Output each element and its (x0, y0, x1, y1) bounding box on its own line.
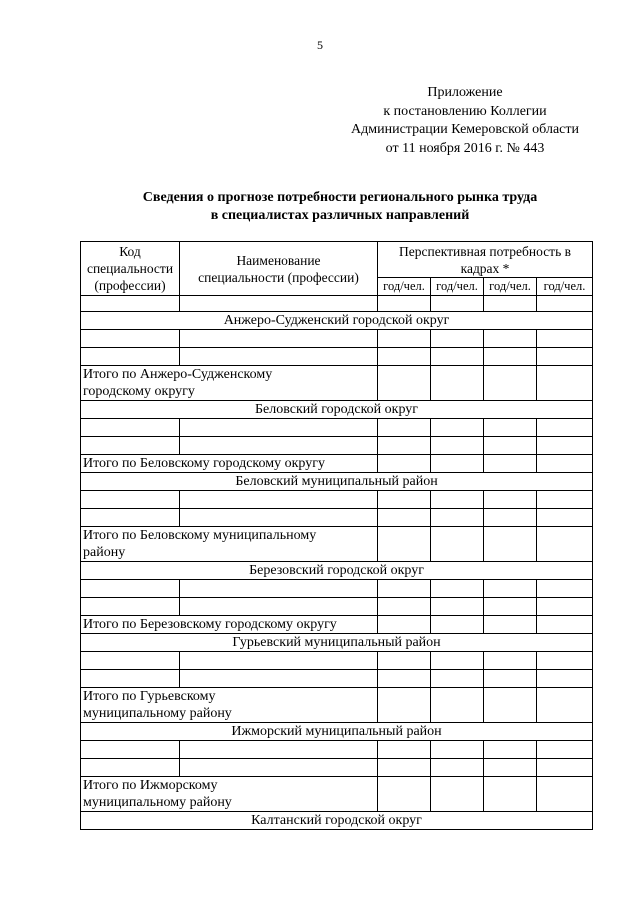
appendix-line: от 11 ноября 2016 г. № 443 (385, 140, 545, 156)
empty-cell (431, 616, 484, 634)
empty-cell (378, 366, 431, 401)
empty-cell (484, 419, 537, 437)
empty-cell (431, 491, 484, 509)
header-name-line: специальности (профессии) (198, 269, 359, 285)
section-header-row (81, 812, 593, 830)
empty-cell (431, 366, 484, 401)
empty-cell (180, 759, 378, 777)
section-name: Беловский городской округ (81, 401, 593, 419)
total-row (81, 455, 593, 473)
empty-cell (180, 419, 378, 437)
header-code-line: специальности (86, 261, 174, 276)
empty-cell (537, 366, 593, 401)
empty-cell (81, 330, 180, 348)
section-header-row (81, 401, 593, 419)
appendix-line: Администрации Кемеровской области (351, 122, 579, 137)
table-row (81, 348, 593, 366)
empty-cell (537, 527, 593, 562)
empty-cell (537, 741, 593, 759)
empty-cell (81, 741, 180, 759)
empty-cell (378, 455, 431, 473)
empty-cell (537, 455, 593, 473)
empty-cell (378, 688, 431, 723)
section-header-row (81, 723, 593, 741)
total-row (81, 366, 593, 401)
empty-cell (537, 491, 593, 509)
column-number (484, 296, 537, 312)
column-number (378, 296, 431, 312)
empty-cell (431, 437, 484, 455)
column-number (180, 296, 378, 312)
empty-cell (431, 652, 484, 670)
header-code (81, 242, 180, 296)
empty-cell (378, 437, 431, 455)
empty-cell (484, 491, 537, 509)
empty-cell (484, 455, 537, 473)
total-label: Итого по Беловскому городскому округу (81, 455, 378, 473)
empty-cell (537, 688, 593, 723)
column-number (431, 296, 484, 312)
empty-cell (431, 598, 484, 616)
empty-cell (180, 437, 378, 455)
section-name: Беловский муниципальный район (81, 473, 593, 491)
forecast-table (80, 241, 593, 830)
section-name: Анжеро-Судженский городской округ (81, 312, 593, 330)
empty-cell (431, 455, 484, 473)
empty-cell (484, 616, 537, 634)
empty-cell (537, 580, 593, 598)
section-name: Березовский городской округ (81, 562, 593, 580)
empty-cell (484, 652, 537, 670)
header-unit: год/чел. (484, 278, 537, 296)
title-line: Сведения о прогнозе потребности регионального рынка труда (142, 190, 538, 205)
table-row (81, 509, 593, 527)
header-row (81, 242, 593, 278)
document-title (80, 189, 600, 225)
title-line: в специалистах различных направлений (210, 208, 470, 223)
empty-cell (537, 330, 593, 348)
empty-cell (378, 759, 431, 777)
page-number: 5 (317, 38, 323, 52)
empty-cell (378, 741, 431, 759)
empty-cell (81, 652, 180, 670)
empty-cell (537, 509, 593, 527)
table-row (81, 491, 593, 509)
empty-cell (180, 670, 378, 688)
section-header-row (81, 473, 593, 491)
header-unit: год/чел. (431, 278, 484, 296)
empty-cell (484, 366, 537, 401)
total-label: Итого по Анжеро-Судженскому городскому округу (81, 366, 378, 401)
empty-cell (81, 670, 180, 688)
empty-cell (81, 580, 180, 598)
empty-cell (378, 509, 431, 527)
empty-cell (431, 330, 484, 348)
empty-cell (378, 598, 431, 616)
empty-cell (484, 509, 537, 527)
total-label: Итого по Ижморскому муниципальному району (81, 777, 378, 812)
header-unit: год/чел. (537, 278, 593, 296)
table-row (81, 741, 593, 759)
total-row (81, 688, 593, 723)
empty-cell (81, 348, 180, 366)
empty-cell (484, 330, 537, 348)
empty-cell (81, 598, 180, 616)
table-row (81, 437, 593, 455)
empty-cell (180, 598, 378, 616)
total-label: Итого по Беловскому муниципальному району (81, 527, 378, 562)
total-label: Итого по Гурьевскому муниципальному району (81, 688, 378, 723)
empty-cell (81, 437, 180, 455)
empty-cell (484, 688, 537, 723)
empty-cell (537, 777, 593, 812)
empty-cell (180, 509, 378, 527)
table-row (81, 598, 593, 616)
section-header-row (81, 312, 593, 330)
empty-cell (378, 419, 431, 437)
table-row (81, 759, 593, 777)
empty-cell (431, 580, 484, 598)
appendix-block (330, 84, 600, 158)
empty-cell (484, 580, 537, 598)
empty-cell (431, 509, 484, 527)
header-code-line: (профессии) (94, 278, 166, 293)
empty-cell (484, 527, 537, 562)
total-row (81, 616, 593, 634)
empty-cell (378, 652, 431, 670)
total-row (81, 527, 593, 562)
header-need: Перспективная потребность в кадрах * (378, 242, 593, 278)
empty-cell (180, 491, 378, 509)
empty-cell (378, 330, 431, 348)
empty-cell (431, 348, 484, 366)
empty-cell (537, 598, 593, 616)
table-row (81, 330, 593, 348)
empty-cell (431, 741, 484, 759)
empty-cell (484, 348, 537, 366)
empty-cell (431, 759, 484, 777)
empty-cell (431, 527, 484, 562)
empty-cell (180, 652, 378, 670)
section-header-row (81, 562, 593, 580)
empty-cell (378, 670, 431, 688)
empty-cell (537, 616, 593, 634)
empty-cell (81, 491, 180, 509)
empty-cell (431, 777, 484, 812)
section-name: Ижморский муниципальный район (81, 723, 593, 741)
empty-cell (537, 348, 593, 366)
table-row (81, 580, 593, 598)
empty-cell (378, 491, 431, 509)
empty-cell (378, 580, 431, 598)
header-name-line: Наименование (236, 252, 321, 268)
section-header-row (81, 634, 593, 652)
empty-cell (431, 670, 484, 688)
empty-cell (484, 759, 537, 777)
empty-cell (537, 419, 593, 437)
table-row (81, 670, 593, 688)
total-label: Итого по Березовскому городскому округу (81, 616, 378, 634)
empty-cell (431, 688, 484, 723)
empty-cell (484, 777, 537, 812)
empty-cell (81, 419, 180, 437)
appendix-line: к постановлению Коллегии (383, 103, 547, 119)
empty-cell (378, 527, 431, 562)
empty-cell (484, 598, 537, 616)
empty-cell (484, 670, 537, 688)
total-row (81, 777, 593, 812)
empty-cell (81, 509, 180, 527)
empty-cell (484, 741, 537, 759)
table-row (81, 652, 593, 670)
empty-cell (537, 652, 593, 670)
empty-cell (537, 670, 593, 688)
header-code-line: Код (119, 244, 141, 259)
table-row (81, 419, 593, 437)
appendix-line: Приложение (427, 85, 503, 100)
empty-cell (180, 580, 378, 598)
header-unit: год/чел. (378, 278, 431, 296)
section-name: Калтанский городской округ (81, 812, 593, 830)
empty-cell (537, 759, 593, 777)
empty-cell (378, 777, 431, 812)
column-number (537, 296, 593, 312)
empty-cell (431, 419, 484, 437)
empty-cell (378, 616, 431, 634)
empty-cell (378, 348, 431, 366)
column-number-row (81, 296, 593, 312)
empty-cell (537, 437, 593, 455)
empty-cell (484, 437, 537, 455)
section-name: Гурьевский муниципальный район (81, 634, 593, 652)
empty-cell (81, 759, 180, 777)
empty-cell (180, 741, 378, 759)
empty-cell (180, 330, 378, 348)
empty-cell (180, 348, 378, 366)
column-number (81, 296, 180, 312)
header-name (180, 242, 378, 296)
